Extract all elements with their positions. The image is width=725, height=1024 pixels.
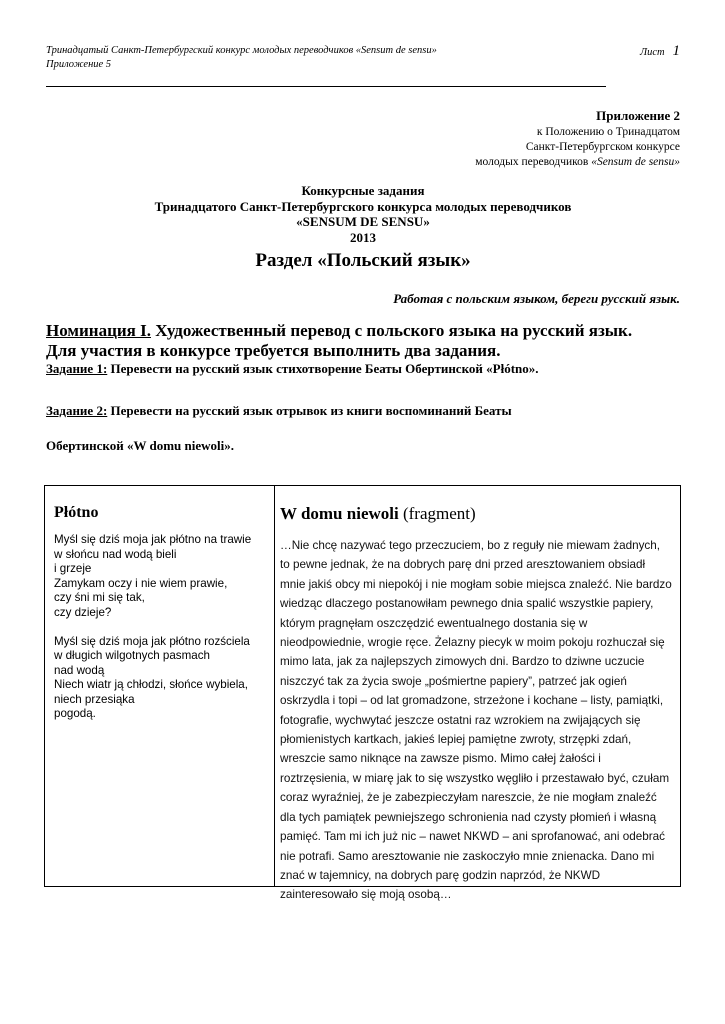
nomination-line-1 xyxy=(46,321,686,341)
appendix-line-2: Санкт-Петербургском конкурсе xyxy=(525,141,680,153)
fragment-subtitle: (fragment) xyxy=(402,504,476,523)
appendix-title: Приложение 2 xyxy=(596,108,680,123)
contest-heading xyxy=(46,183,680,245)
fragment-text: …Nie chcę nazywać tego przeczuciem, bo z reguły nie miewam żadnych, to pewne jednak, że na dobrych parę dni przed aresztowaniem obsiadł mnie jakiś obcy mi niepokój i nie mogłam sobie miejsca znaleźć. Nie bardzo wiedząc dlaczego postanowiłam pewnego dnia spalić wszystkie papiery, którym pragnęłam oszczędzić ewentualnego dostania się w nieodpowiednie, wrogie ręce. Żelazny piecyk w moim pokoju rozhuczał się mimo lata, jak za najlepszych zimowych dni. Bardzo to dziwne uczucie niszczyć tak za życia swoje „pośmiertne papiery”, patrzeć jak ogień oskrzydla i topi – od lat gromadzone, strzeżone i kochane – listy, pamiątki, fotografie, wychwytać jeszcze ostatni raz wzrokiem na zwijających się płomienistych kartkach, jakieś lepiej pamiętne zwroty, strzępki zdań, wreszcie samo niknące na zawsze pismo. Mimo całej żałości i roztrzęsienia, w miarę jak to się wszystko węgliło i przestawało być, czułam coraz wyraźniej, że je zabezpieczyłam nareszcie, że nie mogłam znaleźć dla tych pamiątek pewniejszego schronienia nad czysty płomień i własną pamięć. Tam mi ich już nic – nawet NKWD – ani sprofanować, ani odebrać nie potrafi. Samo aresztowanie nie zaskoczyło mnie znienacka. Dano mi znać w tajemnicy, na dobrych parę godzin naprzód, że NKWD zainteresowało się moją osobą… xyxy=(280,539,672,902)
header-rule xyxy=(46,86,606,87)
poem-text: Myśl się dziś moja jak płótno na trawie w słońcu nad wodą bieli i grzeje Zamykam oczy i nie wiem prawie, czy śni mi się tak, czy dzieje? Myśl się dziś moja jak płótno rozściela w długich wilgotnych pasmach nad wodą Niech wiatr ją chłodzi, słońce wybiela, niech przesiąka pogodą. xyxy=(54,533,252,720)
task-2-text: Перевести на русский язык отрывок из книги воспоминаний Беаты xyxy=(107,403,512,418)
fragment-column xyxy=(280,504,672,905)
table-divider xyxy=(274,486,275,886)
task-2-continuation: Обертинской «W domu niewoli». xyxy=(46,438,234,453)
running-head-appendix: Приложение 5 xyxy=(46,59,112,70)
poem-title: Płótno xyxy=(54,504,99,521)
texts-table xyxy=(44,485,681,902)
fragment-title: W domu niewoli xyxy=(280,504,399,523)
task-1-label: Задание 1: xyxy=(46,361,108,376)
running-head xyxy=(46,44,680,72)
task-2 xyxy=(46,403,512,419)
section-title: Раздел «Польский язык» xyxy=(255,250,471,271)
nomination-text: Художественный перевод с польского языка на русский язык. xyxy=(150,321,633,340)
contest-year: 2013 xyxy=(350,229,376,245)
appendix-line-3-prefix: молодых переводчиков xyxy=(475,156,592,168)
sheet-label: Лист xyxy=(640,47,665,58)
task-2-label: Задание 2: xyxy=(46,403,108,418)
running-head-title: Тринадцатый Санкт-Петербургский конкурс молодых переводчиков «Sensum de sensu» xyxy=(46,45,437,56)
appendix-line-1: к Положению о Тринадцатом xyxy=(536,126,680,138)
sheet-indicator xyxy=(640,44,680,60)
nomination-heading xyxy=(46,321,686,361)
poem-column xyxy=(54,504,269,722)
contest-line-3: «SENSUM DE SENSU» xyxy=(296,214,430,229)
task-1-text: Перевести на русский язык стихотворение Беаты Обертинской «Płótno». xyxy=(107,361,539,376)
motto: Работая с польским языком, береги русский язык. xyxy=(393,291,680,306)
contest-line-1: Конкурсные задания xyxy=(301,183,425,198)
appendix-line-3-italic: «Sensum de sensu» xyxy=(591,156,680,168)
nomination-line-2: Для участия в конкурсе требуется выполнить два задания. xyxy=(46,341,501,360)
appendix-block xyxy=(475,108,680,170)
fragment-heading xyxy=(280,504,672,524)
sheet-number: 1 xyxy=(672,43,680,59)
contest-line-2: Тринадцатого Санкт-Петербургского конкурса молодых переводчиков xyxy=(154,198,572,214)
nomination-label: Номинация I. xyxy=(46,321,151,340)
task-1 xyxy=(46,361,539,377)
appendix-line-3 xyxy=(475,155,680,170)
